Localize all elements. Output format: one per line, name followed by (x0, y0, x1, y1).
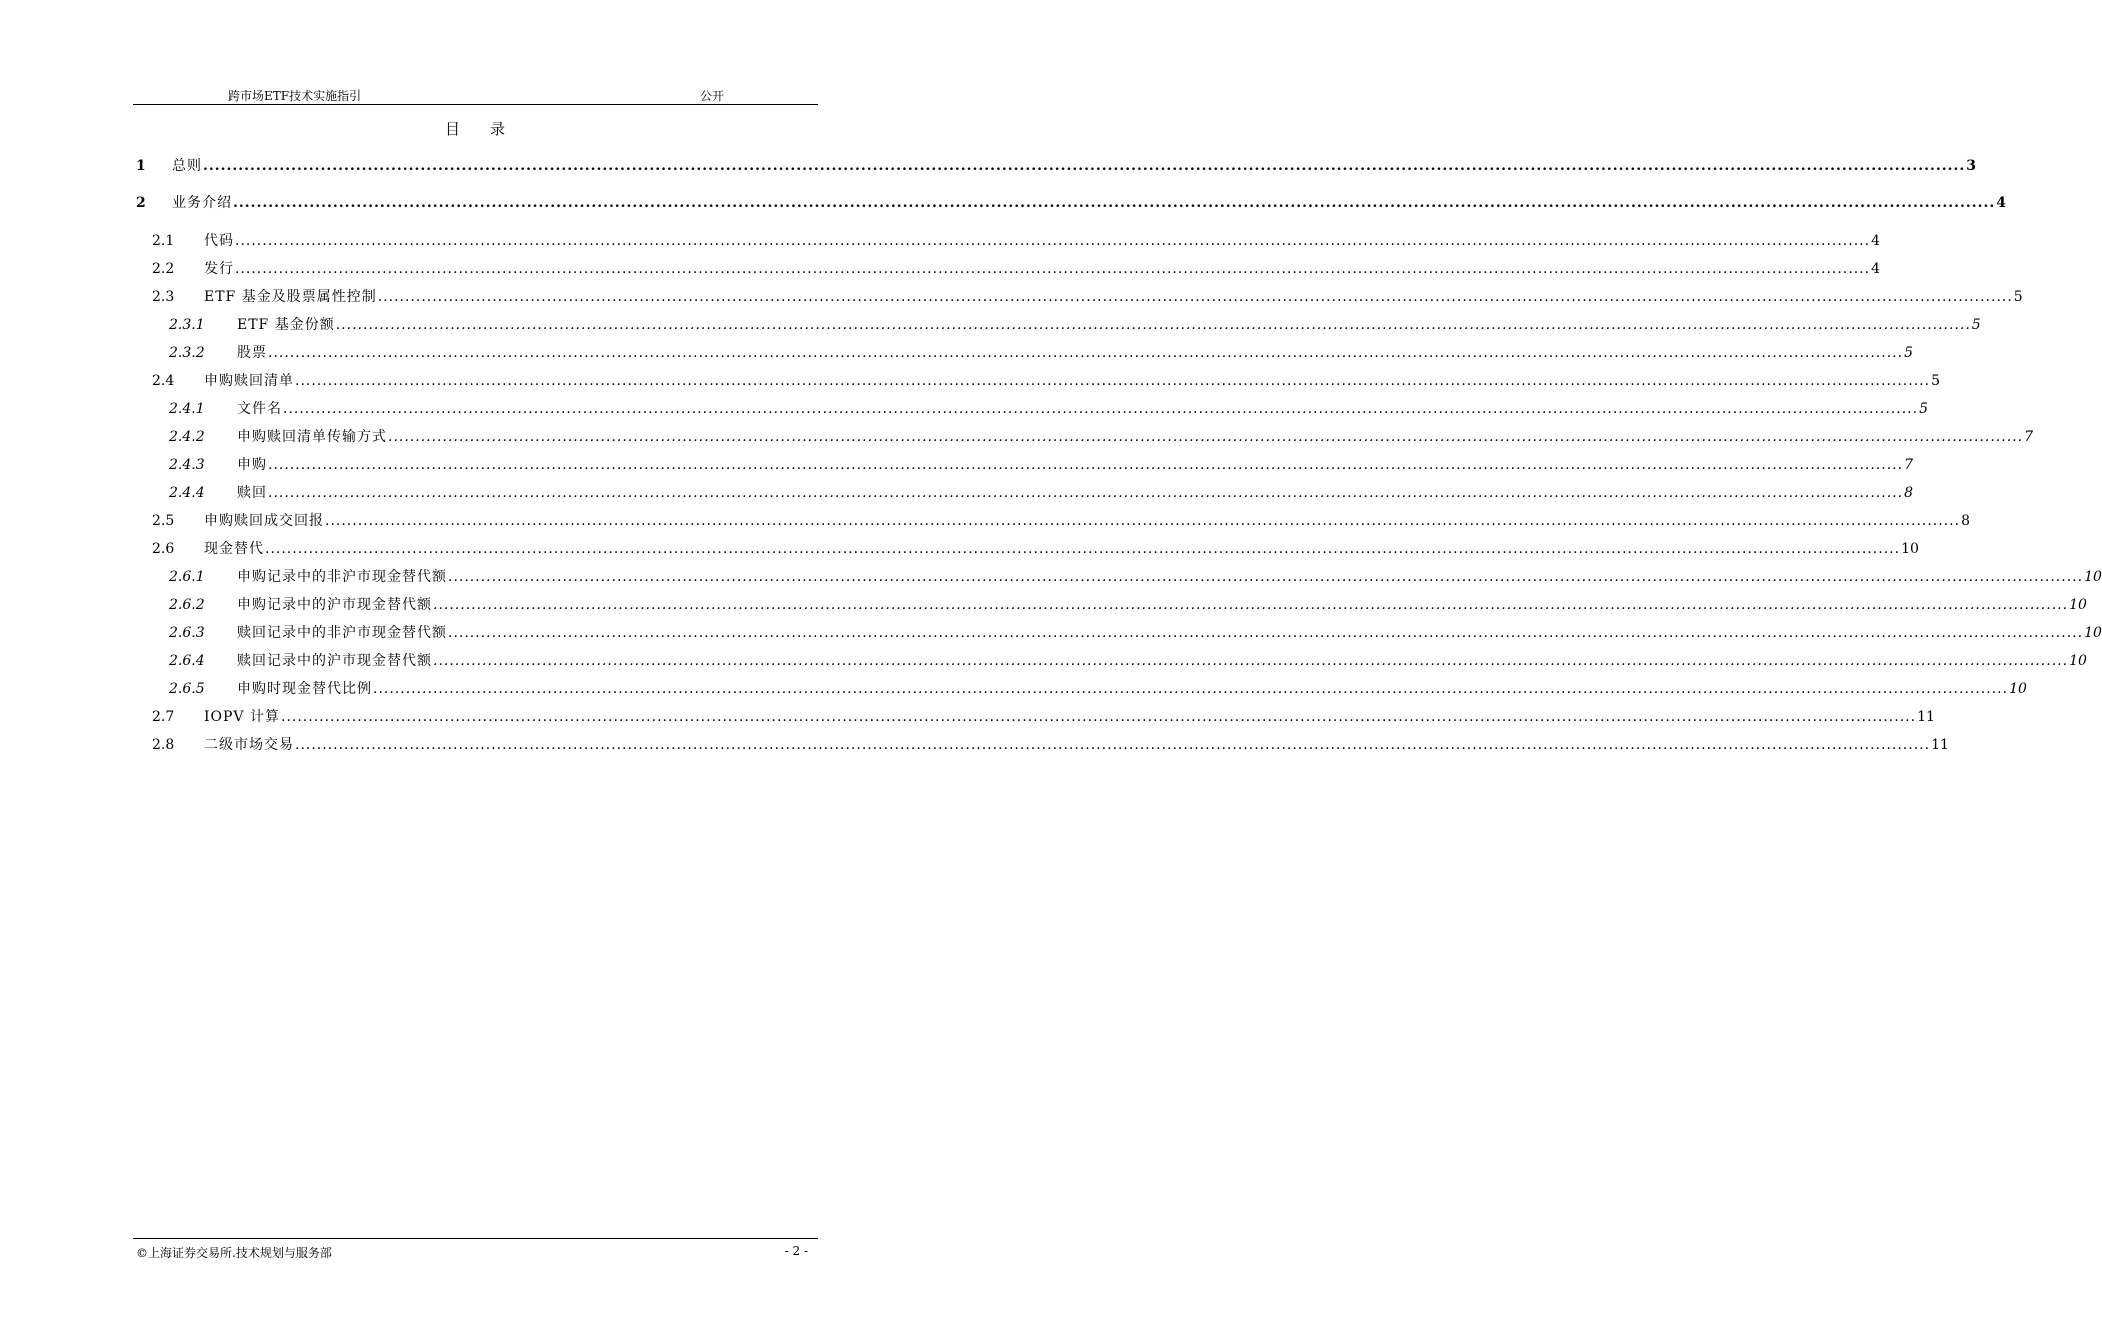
toc-entry-title: 赎回记录中的沪市现金替代额 (237, 653, 432, 669)
toc-entry[interactable] (0, 734, 1949, 756)
toc-entry[interactable] (0, 454, 1913, 476)
toc-entry-page: 5 (1931, 373, 1940, 389)
toc-entry-title: 总则 (172, 158, 202, 174)
toc-entry-page: 11 (1917, 709, 1935, 725)
toc-entry-title: 代码 (204, 233, 234, 249)
footer-copyright: ©上海证券交易所.技术规划与服务部 (136, 1246, 332, 1260)
toc-entry-number: 2 (136, 195, 146, 211)
footer-page-number: - 2 - (784, 1244, 808, 1258)
toc-entry[interactable] (0, 706, 1935, 728)
toc-entry[interactable] (0, 192, 2006, 214)
toc-entry[interactable] (0, 286, 2023, 308)
toc-entry-page: 5 (1971, 317, 1981, 333)
toc-leader-dots: ............................................................................................................................................................................................................................................................................................................ (373, 681, 2009, 697)
toc-leader-dots: ............................................................................................................................................................................................................................................................................................................ (377, 289, 2013, 305)
toc-leader-dots: ............................................................................................................................................................................................................................................................................................................ (235, 261, 1871, 277)
toc-entry-number: 2.5 (152, 513, 175, 529)
toc-entry[interactable] (0, 230, 1880, 252)
toc-entry-title: ETF 基金份额 (237, 317, 335, 333)
toc-entry-page: 3 (1966, 158, 1976, 174)
toc-leader-dots: ............................................................................................................................................................................................................................................................................................................ (448, 569, 2084, 585)
toc-entry[interactable] (0, 155, 1976, 177)
toc-entry[interactable] (0, 510, 1970, 532)
header-classification: 公开 (700, 89, 725, 103)
toc-entry-number: 2.7 (152, 709, 175, 725)
toc-entry-number: 2.6.5 (169, 681, 205, 697)
toc-entry-number: 2.6.3 (169, 625, 205, 641)
toc-entry-page: 4 (1996, 195, 2006, 211)
toc-entry-page: 10 (2009, 681, 2027, 697)
toc-entry[interactable] (0, 370, 1940, 392)
toc-entry-number: 2.6 (152, 541, 175, 557)
toc-entry-title: 申购时现金替代比例 (237, 681, 372, 697)
toc-entry-page: 10 (2084, 569, 2102, 585)
toc-entry-page: 7 (1904, 457, 1913, 473)
toc-leader-dots: ............................................................................................................................................................................................................................................................................................................ (448, 625, 2084, 641)
toc-entry-page: 8 (1904, 485, 1913, 501)
toc-leader-dots: ............................................................................................................................................................................................................................................................................................................ (203, 158, 1966, 174)
toc-leader-dots: ............................................................................................................................................................................................................................................................................................................ (235, 233, 1871, 249)
toc-entry[interactable] (0, 566, 2102, 588)
toc-entry-title: 股票 (237, 345, 267, 361)
toc-leader-dots: ............................................................................................................................................................................................................................................................................................................ (268, 485, 1904, 501)
toc-entry[interactable] (0, 258, 1880, 280)
toc-entry-page: 10 (1901, 541, 1919, 557)
toc-entry-page: 5 (2013, 289, 2023, 305)
toc-entry-page: 7 (2024, 429, 2033, 445)
toc-entry-page: 10 (2069, 653, 2087, 669)
toc-entry-title: ETF 基金及股票属性控制 (204, 289, 377, 305)
toc-entry-number: 2.4.4 (169, 485, 205, 501)
toc-entry-number: 2.2 (152, 261, 175, 277)
toc-leader-dots: ............................................................................................................................................................................................................................................................................................................ (433, 653, 2069, 669)
toc-entry-title: 申购 (237, 457, 267, 473)
toc-entry-title: 赎回记录中的非沪市现金替代额 (237, 625, 447, 641)
toc-entry-page: 4 (1871, 261, 1880, 277)
page-footer (133, 1238, 818, 1260)
toc-entry-number: 2.6.4 (169, 653, 205, 669)
toc-leader-dots: ............................................................................................................................................................................................................................................................................................................ (268, 457, 1904, 473)
toc-entry-title: 赎回 (237, 485, 267, 501)
toc-entry[interactable] (0, 426, 2033, 448)
toc-heading: 目录 (444, 120, 535, 138)
toc-entry-page: 10 (2069, 597, 2087, 613)
toc-entry-number: 2.4.1 (169, 401, 205, 417)
toc-entry-title: 申购记录中的沪市现金替代额 (237, 597, 432, 613)
toc-entry-number: 2.6.2 (169, 597, 205, 613)
toc-entry-number: 2.3 (152, 289, 175, 305)
toc-entry-number: 2.4 (152, 373, 175, 389)
toc-entry[interactable] (0, 538, 1919, 560)
page-header (133, 86, 818, 105)
toc-entry-number: 2.3.1 (169, 317, 205, 333)
toc-entry[interactable] (0, 622, 2102, 644)
toc-entry-page: 10 (2084, 625, 2102, 641)
toc-entry-page: 11 (1931, 737, 1949, 753)
toc-entry-page: 8 (1961, 513, 1970, 529)
toc-leader-dots: ............................................................................................................................................................................................................................................................................................................ (283, 401, 1919, 417)
toc-entry[interactable] (0, 398, 1928, 420)
toc-leader-dots: ............................................................................................................................................................................................................................................................................................................ (295, 373, 1931, 389)
toc-entry-title: 申购赎回清单传输方式 (237, 429, 387, 445)
toc-leader-dots: ............................................................................................................................................................................................................................................................................................................ (433, 597, 2069, 613)
toc-entry-number: 2.8 (152, 737, 175, 753)
toc-leader-dots: ............................................................................................................................................................................................................................................................................................................ (388, 429, 2024, 445)
toc-entry[interactable] (0, 314, 1981, 336)
toc-entry[interactable] (0, 342, 1913, 364)
toc-leader-dots: ............................................................................................................................................................................................................................................................................................................ (281, 709, 1917, 725)
toc-entry-title: 发行 (204, 261, 234, 277)
toc-entry-page: 5 (1919, 401, 1928, 417)
toc-entry-title: 现金替代 (204, 541, 264, 557)
toc-entry[interactable] (0, 650, 2087, 672)
toc-entry-title: 申购赎回清单 (204, 373, 294, 389)
toc-entry-title: 文件名 (237, 401, 282, 417)
toc-leader-dots: ............................................................................................................................................................................................................................................................................................................ (335, 317, 1971, 333)
toc-entry-number: 2.6.1 (169, 569, 205, 585)
toc-leader-dots: ............................................................................................................................................................................................................................................................................................................ (265, 541, 1901, 557)
toc-entry-title: IOPV 计算 (204, 709, 280, 725)
toc-entry-number: 2.3.2 (169, 345, 205, 361)
toc-entry[interactable] (0, 482, 1913, 504)
toc-leader-dots: ............................................................................................................................................................................................................................................................................................................ (233, 195, 1996, 211)
toc-entry-number: 2.4.3 (169, 457, 205, 473)
toc-entry-number: 2.4.2 (169, 429, 205, 445)
header-document-title: 跨市场ETF技术实施指引 (228, 89, 362, 103)
toc-entry-number: 2.1 (152, 233, 175, 249)
toc-entry-title: 二级市场交易 (204, 737, 294, 753)
toc-entry[interactable] (0, 594, 2087, 616)
toc-leader-dots: ............................................................................................................................................................................................................................................................................................................ (268, 345, 1904, 361)
toc-entry-title: 申购记录中的非沪市现金替代额 (237, 569, 447, 585)
toc-entry[interactable] (0, 678, 2027, 700)
toc-entry-title: 业务介绍 (172, 195, 232, 211)
toc-entry-page: 4 (1871, 233, 1880, 249)
toc-entry-number: 1 (136, 158, 146, 174)
toc-entry-page: 5 (1904, 345, 1913, 361)
toc-entry-title: 申购赎回成交回报 (204, 513, 324, 529)
toc-leader-dots: ............................................................................................................................................................................................................................................................................................................ (325, 513, 1961, 529)
toc-leader-dots: ............................................................................................................................................................................................................................................................................................................ (295, 737, 1931, 753)
